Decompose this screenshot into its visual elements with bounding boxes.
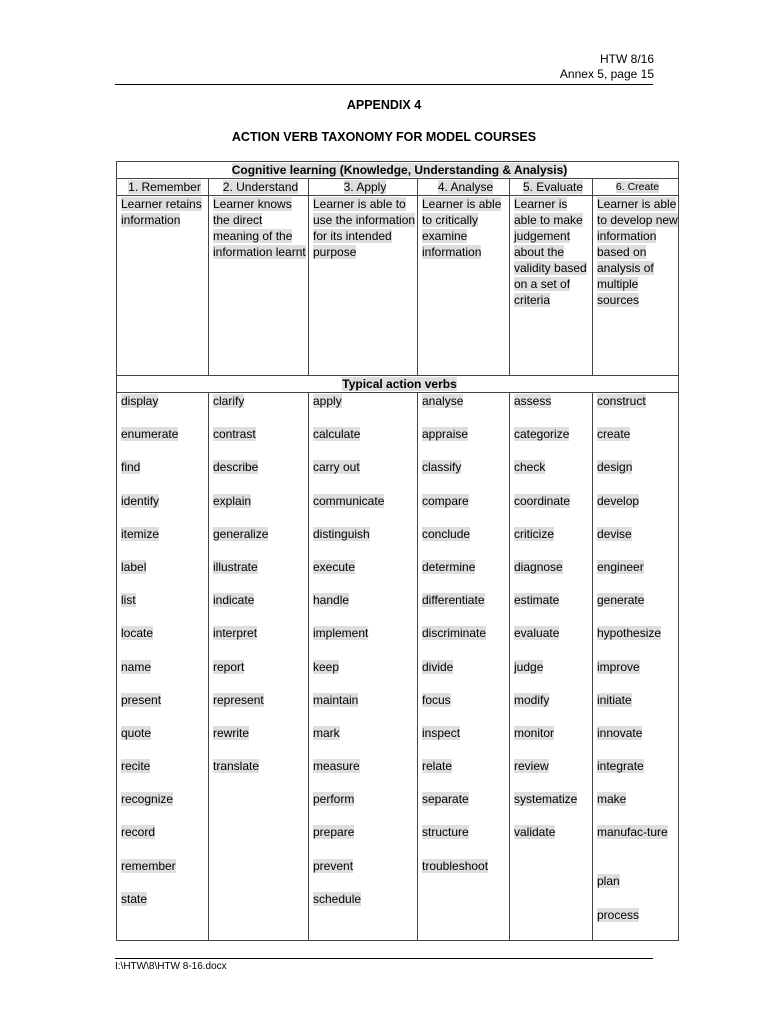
description-analyse: Learner is able to critically examine information <box>418 196 510 376</box>
action-verb: keep <box>313 659 340 674</box>
action-verb: list <box>121 593 136 608</box>
action-verb: monitor <box>514 725 555 740</box>
action-verb: mark <box>313 725 340 740</box>
action-verb: rewrite <box>213 725 250 740</box>
action-verb: structure <box>422 825 469 840</box>
action-verb: present <box>121 692 162 707</box>
description-remember: Learner retains information <box>117 196 209 376</box>
level-apply: 3. Apply <box>309 179 418 196</box>
action-verb: name <box>121 659 152 674</box>
action-verb: describe <box>213 460 259 475</box>
level-evaluate: 5. Evaluate <box>510 179 593 196</box>
action-verb: recite <box>121 759 151 774</box>
action-verb: generate <box>597 593 645 608</box>
verbs-evaluate <box>510 393 593 941</box>
action-verb: diagnose <box>514 559 563 574</box>
action-verb: display <box>121 394 159 408</box>
action-verb: separate <box>422 792 469 807</box>
footer-divider <box>115 958 653 959</box>
action-verb: manufac-ture <box>597 825 668 840</box>
action-verb: validate <box>514 825 556 840</box>
action-verbs-header: Typical action verbs <box>117 376 679 393</box>
action-verb: distinguish <box>313 526 370 541</box>
action-verb: recognize <box>121 792 174 807</box>
action-verb: divide <box>422 659 454 674</box>
description-create: Learner is able to develop new information based on analysis of multiple sources <box>593 196 679 376</box>
level-remember: 1. Remember <box>117 179 209 196</box>
action-verb: perform <box>313 792 355 807</box>
action-verb: troubleshoot <box>422 858 489 873</box>
action-verb: execute <box>313 559 356 574</box>
action-verb: improve <box>597 659 640 674</box>
taxonomy-table <box>116 161 679 941</box>
verbs-apply <box>309 393 418 941</box>
action-verb: categorize <box>514 427 570 442</box>
action-verb: analyse <box>422 394 464 408</box>
action-verb: translate <box>213 759 260 774</box>
action-verb: judge <box>514 659 544 674</box>
action-verb: relate <box>422 759 453 774</box>
level-understand: 2. Understand <box>209 179 309 196</box>
action-verb: integrate <box>597 759 644 774</box>
action-verb: label <box>121 559 147 574</box>
page-header <box>560 52 654 82</box>
action-verb: develop <box>597 493 640 508</box>
verbs-understand <box>209 393 309 941</box>
action-verb: maintain <box>313 692 359 707</box>
action-verb: engineer <box>597 559 644 574</box>
action-verb: modify <box>514 692 550 707</box>
action-verb: handle <box>313 593 350 608</box>
appendix-label: APPENDIX 4 <box>346 98 422 112</box>
action-verb: generalize <box>213 526 269 541</box>
verbs-analyse <box>418 393 510 941</box>
level-analyse: 4. Analyse <box>418 179 510 196</box>
annex-page-reference: Annex 5, page 15 <box>559 67 654 81</box>
action-verb: innovate <box>597 725 643 740</box>
action-verb: plan <box>597 874 620 889</box>
action-verb: initiate <box>597 692 632 707</box>
header-divider <box>115 84 653 85</box>
action-verb: enumerate <box>121 427 179 442</box>
action-verb: schedule <box>313 891 362 906</box>
action-verb: state <box>121 891 148 906</box>
action-verb: record <box>121 825 156 840</box>
action-verb: estimate <box>514 593 560 608</box>
document-reference: HTW 8/16 <box>599 52 654 66</box>
description-apply: Learner is able to use the information for its intended purpose <box>309 196 418 376</box>
action-verb: clarify <box>213 394 245 408</box>
action-verb: contrast <box>213 427 256 442</box>
action-verb: construct <box>597 394 646 408</box>
action-verb: assess <box>514 394 552 408</box>
action-verb: indicate <box>213 593 255 608</box>
description-understand: Learner knows the direct meaning of the information learnt <box>209 196 309 376</box>
action-verb: coordinate <box>514 493 571 508</box>
verbs-create <box>593 393 679 941</box>
action-verb: make <box>597 792 627 807</box>
action-verb: review <box>514 759 549 774</box>
action-verb: create <box>597 427 631 442</box>
action-verb: communicate <box>313 493 385 508</box>
action-verb: locate <box>121 626 154 641</box>
action-verb: compare <box>422 493 469 508</box>
action-verb: carry out <box>313 460 360 475</box>
action-verb: measure <box>313 759 360 774</box>
action-verb: illustrate <box>213 559 258 574</box>
action-verb: quote <box>121 725 152 740</box>
action-verb: evaluate <box>514 626 560 641</box>
action-verb: focus <box>422 692 451 707</box>
action-verb: interpret <box>213 626 258 641</box>
action-verb: represent <box>213 692 264 707</box>
document-title: ACTION VERB TAXONOMY FOR MODEL COURSES <box>231 130 537 144</box>
action-verb: classify <box>422 460 462 475</box>
action-verb: inspect <box>422 725 461 740</box>
action-verb: apply <box>313 394 342 408</box>
action-verb: check <box>514 460 546 475</box>
action-verb: explain <box>213 493 252 508</box>
action-verb: calculate <box>313 427 361 442</box>
action-verb: implement <box>313 626 369 641</box>
cognitive-learning-header: Cognitive learning (Knowledge, Understanding & Analysis) <box>117 162 679 179</box>
action-verb: report <box>213 659 245 674</box>
action-verb: hypothesize <box>597 626 662 641</box>
action-verb: determine <box>422 559 476 574</box>
action-verb: remember <box>121 858 176 873</box>
action-verb: systematize <box>514 792 578 807</box>
action-verb: prepare <box>313 825 355 840</box>
action-verb: devise <box>597 526 632 541</box>
description-evaluate: Learner is able to make judgement about the validity based on a set of criteria <box>510 196 593 376</box>
action-verb: differentiate <box>422 593 485 608</box>
action-verb: find <box>121 460 141 475</box>
level-create: 6. Create <box>593 179 679 196</box>
verbs-remember <box>117 393 209 941</box>
action-verb: prevent <box>313 858 354 873</box>
footer-file-path: I:\HTW\8\HTW 8-16.docx <box>115 961 227 972</box>
action-verb: process <box>597 907 640 922</box>
action-verb: itemize <box>121 526 160 541</box>
action-verb: design <box>597 460 633 475</box>
action-verb: conclude <box>422 526 471 541</box>
action-verb: identify <box>121 493 160 508</box>
action-verb: appraise <box>422 427 469 442</box>
action-verb: criticize <box>514 526 555 541</box>
action-verb: discriminate <box>422 626 487 641</box>
